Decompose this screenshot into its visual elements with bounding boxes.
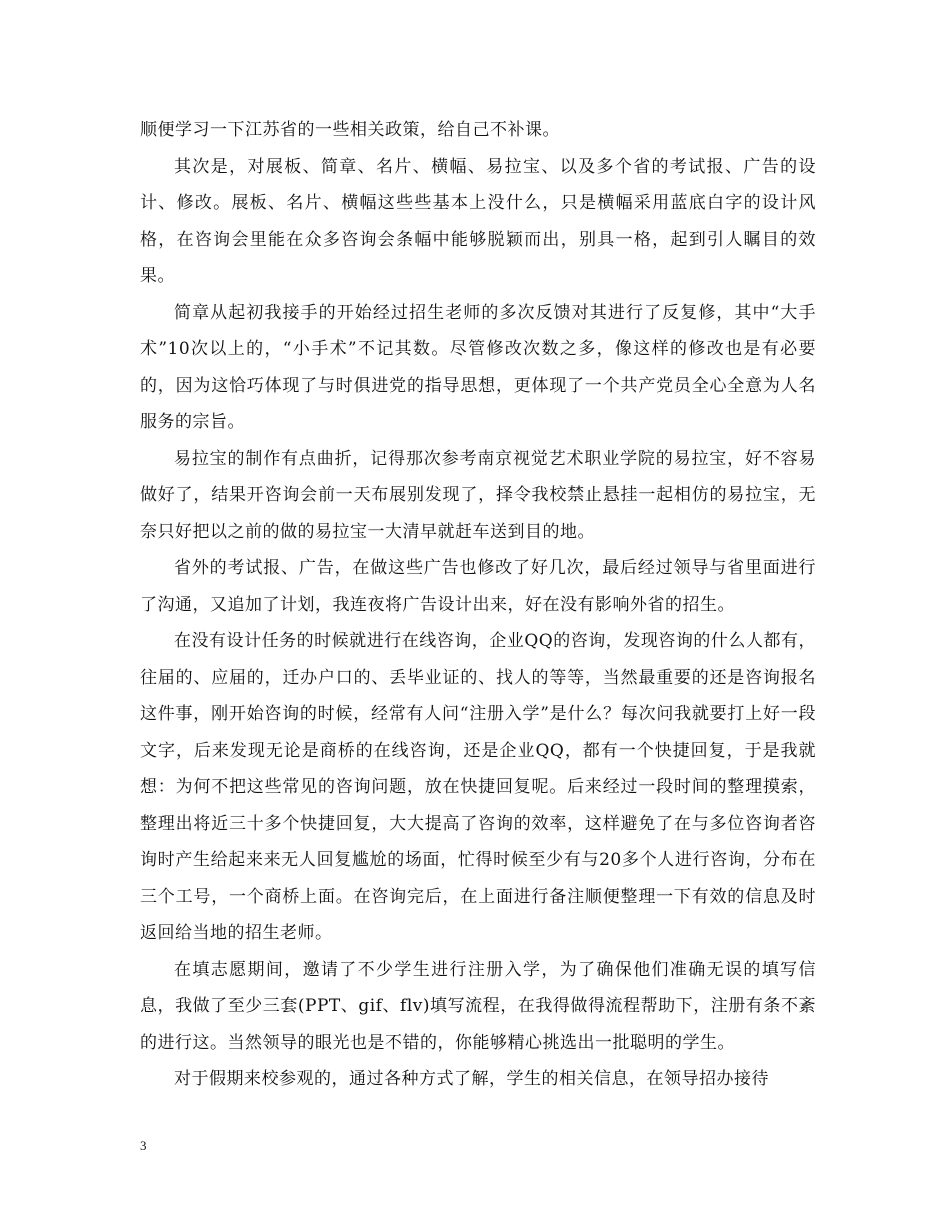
- paragraph-8: 对于假期来校参观的，通过各种方式了解，学生的相关信息，在领导招办接待: [174, 1069, 769, 1089]
- page-number: 3: [140, 1138, 147, 1153]
- paragraph-7: 在填志愿期间，邀请了不少学生进行注册入学，为了确保他们准确无误的填写信息，我做了至少三套(PPT、gif、flv)填写流程，在我得做得流程帮助下，注册有条不紊的进行这。当然领导的眼光也是不错的，你能够精心挑选出一批聪明的学生。: [140, 959, 816, 1053]
- paragraph-2: 其次是，对展板、简章、名片、横幅、易拉宝、以及多个省的考试报、广告的设计、修改。展板、名片、横幅这些些基本上没什么，只是横幅采用蓝底白字的设计风格，在咨询会里能在众多咨询会条幅中能够脱颖而出，别具一格，起到引人瞩目的效果。: [140, 156, 816, 286]
- document-body: [140, 112, 816, 1098]
- paragraph-3: 简章从起初我接手的开始经过招生老师的多次反馈对其进行了反复修，其中“大手术”10次以上的，“小手术”不记其数。尽管修改次数之多，像这样的修改也是有必要的，因为这恰巧体现了与时俱进党的指导思想，更体现了一个共产党员全心全意为人名服务的宗旨。: [140, 302, 816, 432]
- paragraph-6: 在没有设计任务的时候就进行在线咨询，企业QQ的咨询，发现咨询的什么人都有，往届的、应届的，迁办户口的、丢毕业证的、找人的等等，当然最重要的还是咨询报名这件事，刚开始咨询的时候，经常有人问“注册入学”是什么？每次问我就要打上好一段文字，后来发现无论是商桥的在线咨询，还是企业QQ，都有一个快捷回复，于是我就想：为何不把这些常见的咨询问题，放在快捷回复呢。后来经过一段时间的整理摸索，整理出将近三十多个快捷回复，大大提高了咨询的效率，这样避免了在与多位咨询者咨询时产生给起来来无人回复尴尬的场面，忙得时候至少有与20多个人进行咨询，分布在三个工号，一个商桥上面。在咨询完后，在上面进行备注顺便整理一下有效的信息及时返回给当地的招生老师。: [140, 631, 816, 943]
- paragraph-1: 顺便学习一下江苏省的一些相关政策，给自己不补课。: [140, 120, 560, 140]
- paragraph-4: 易拉宝的制作有点曲折，记得那次参考南京视觉艺术职业学院的易拉宝，好不容易做好了，结果开咨询会前一天布展别发现了，择令我校禁止悬挂一起相仿的易拉宝，无奈只好把以之前的做的易拉宝一大清早就赶车送到目的地。: [140, 448, 816, 542]
- paragraph-5: 省外的考试报、广告，在做这些广告也修改了好几次，最后经过领导与省里面进行了沟通，又追加了计划，我连夜将广告设计出来，好在没有影响外省的招生。: [140, 558, 816, 615]
